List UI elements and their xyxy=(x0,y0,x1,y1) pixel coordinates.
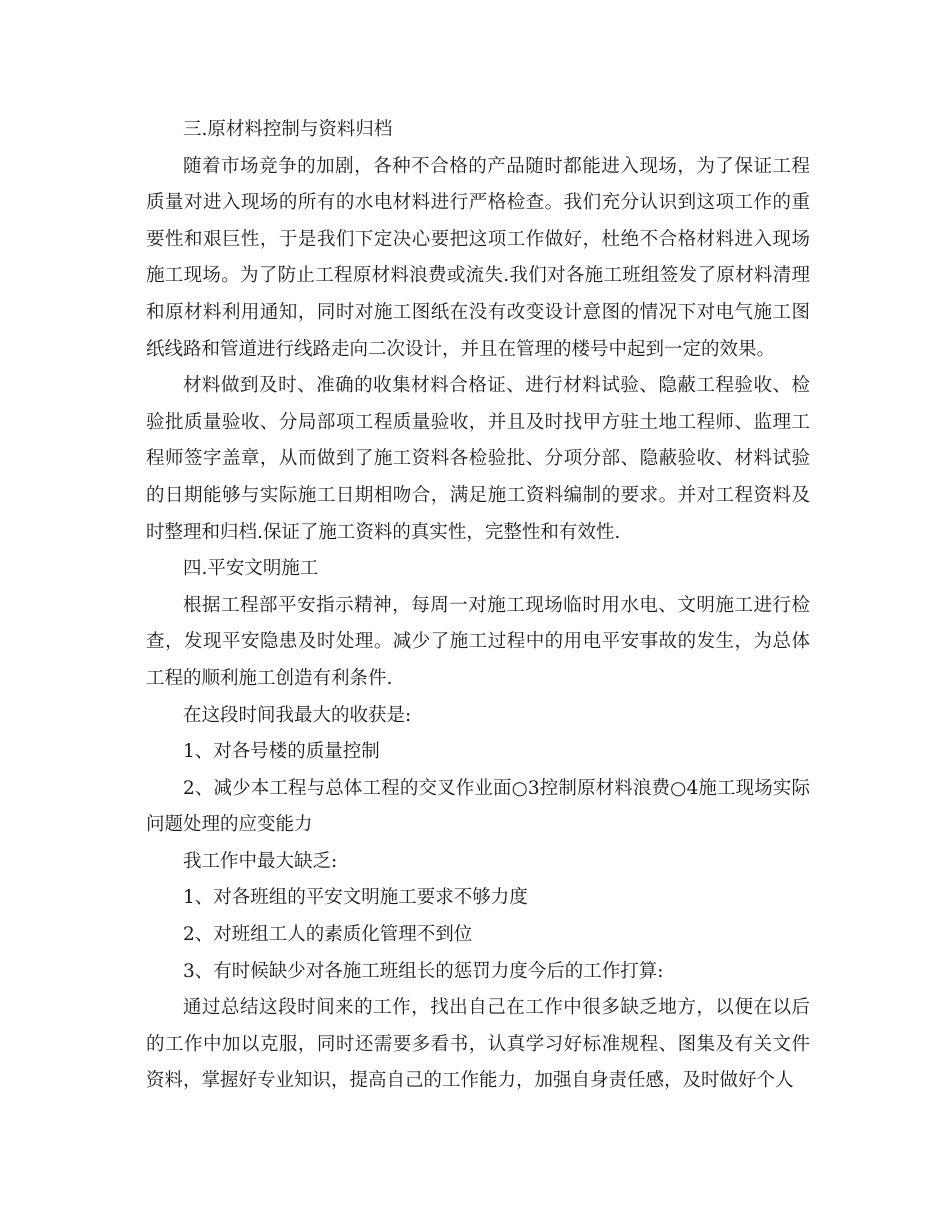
paragraph-material-inspection: 随着市场竞争的加剧，各种不合格的产品随时都能进入现场，为了保证工程质量对进入现场的所有的水电材料进行严格检查。我们充分认识到这项工作的重要性和艰巨性，于是我们下定决心要把这项工作做好，杜绝不合格材料进入现场施工现场。为了防止工程原材料浪费或流失.我们对各施工班组签发了原材料清理和原材料利用通知，同时对施工图纸在没有改变设计意图的情况下对电气施工图纸线路和管道进行线路走向二次设计，并且在管理的楼号中起到一定的效果。 xyxy=(146,155,810,360)
paragraph-future-plan: 通过总结这段时间来的工作，找出自己在工作中很多缺乏地方，以便在以后的工作中加以克服，同时还需要多看书，认真学习好标准规程、图集及有关文件资料，掌握好专业知识，提高自己的工作能力，加强自身责任感，及时做好个人 xyxy=(146,997,810,1092)
section-heading-materials: 三.原材料控制与资料归档 xyxy=(183,119,393,140)
paragraph-shortcomings-intro: 我工作中最大缺乏: xyxy=(183,850,338,872)
section-heading-safety: 四.平安文明施工 xyxy=(183,558,319,580)
list-item-shortcoming-1: 1、对各班组的平安文明施工要求不够力度 xyxy=(183,887,528,909)
paragraph-material-records: 材料做到及时、准确的收集材料合格证、进行材料试验、隐蔽工程验收、检验批质量验收、分局部项工程质量验收，并且及时找甲方驻土地工程师、监理工程师签字盖章，从而做到了施工资料各检验批、分项分部、隐蔽验收、材料试验的日期能够与实际施工日期相吻合，满足施工资料编制的要求。并对工程资料及时整理和归档.保证了施工资料的真实性，完整性和有效性. xyxy=(146,375,810,543)
paragraph-safety-inspection: 根据工程部平安指示精神，每周一对施工现场临时用水电、文明施工进行检查，发现平安隐患及时处理。减少了施工过程中的用电平安事故的发生，为总体工程的顺利施工创造有利条件. xyxy=(146,594,810,689)
list-item-gain-2: 2、减少本工程与总体工程的交叉作业面○3控制原材料浪费○4施工现场实际问题处理的应变能力 xyxy=(146,777,810,836)
list-item-gain-1: 1、对各号楼的质量控制 xyxy=(183,741,380,763)
list-item-shortcoming-2: 2、对班组工人的素质化管理不到位 xyxy=(183,924,473,946)
list-item-shortcoming-3: 3、有时候缺少对各施工班组长的惩罚力度今后的工作打算: xyxy=(183,960,664,982)
paragraph-gains-intro: 在这段时间我最大的收获是: xyxy=(183,704,412,726)
document-body xyxy=(146,112,810,1100)
